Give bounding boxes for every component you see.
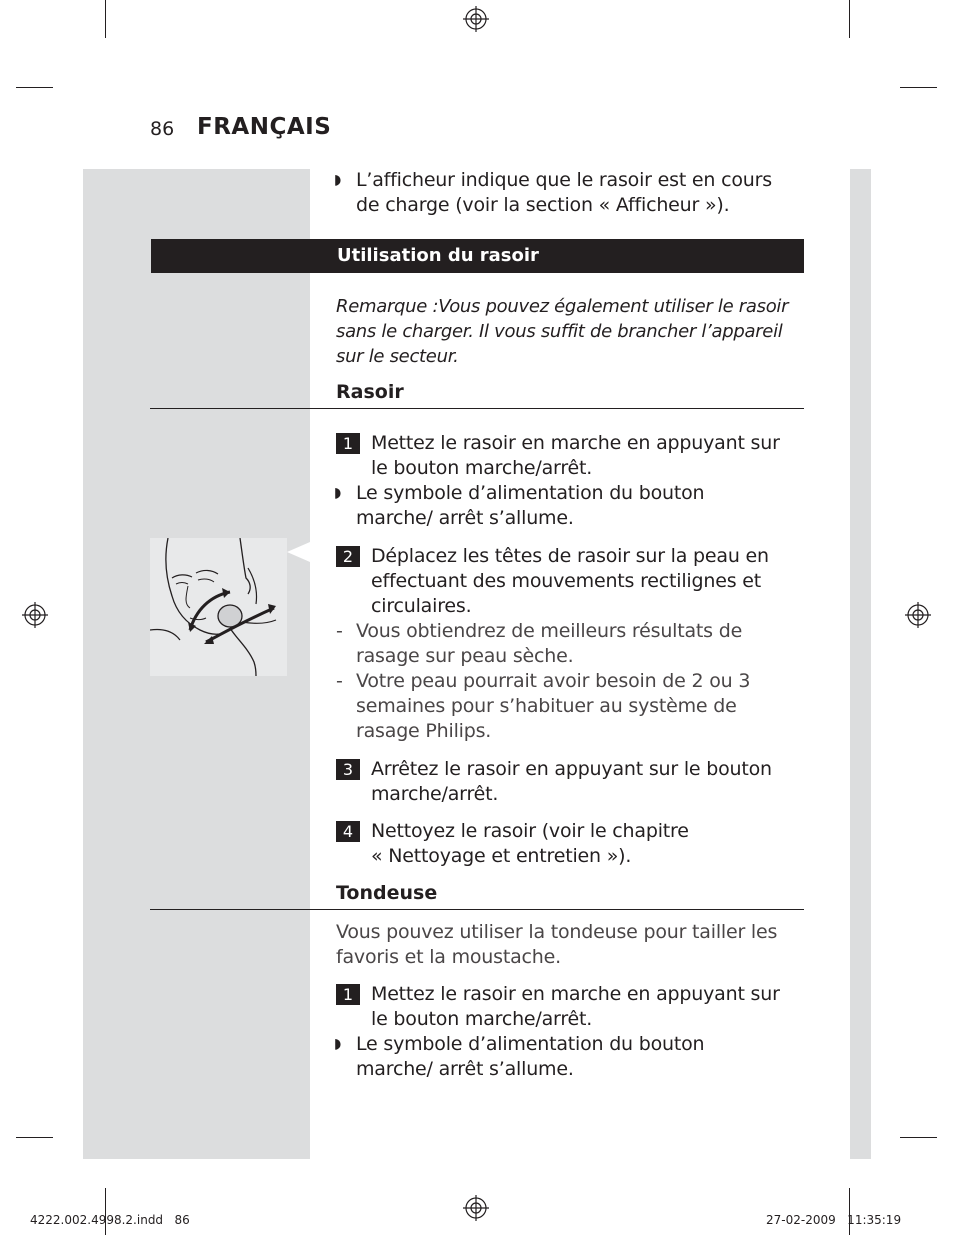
intro-bullet-text: L’afficheur indique que le rasoir est en cours de charge (voir la section « Afficheur »).: [356, 169, 772, 216]
footer-datetime: 27-02-2009 11:35:19: [766, 1213, 902, 1227]
bullet-icon: ◗: [334, 485, 342, 501]
crop-mark: [849, 1188, 850, 1235]
step-number: 3: [336, 759, 360, 780]
step-text: Arrêtez le rasoir en appuyant sur le bouton marche/arrêt.: [371, 758, 772, 805]
page-number: 86: [150, 118, 175, 140]
shaving-face-illustration: [150, 538, 287, 676]
step-number: 2: [336, 546, 360, 567]
dash-marker: -: [336, 620, 343, 642]
registration-mark-icon: [463, 6, 489, 32]
step-number: 1: [336, 984, 360, 1005]
tondeuse-rule: [150, 909, 804, 910]
registration-mark-icon: [463, 1195, 489, 1221]
tip-text: Votre peau pourrait avoir besoin de 2 ou 3 semaines pour s’habituer au système de rasage Philips.: [356, 670, 751, 742]
crop-mark: [16, 1137, 53, 1138]
bullet-text: Le symbole d’alimentation du bouton marche/ arrêt s’allume.: [356, 482, 705, 529]
note-text: Remarque :Vous pouvez également utiliser le rasoir sans le charger. Il vous suffit de brancher l’appareil sur le secteur.: [336, 296, 789, 367]
dash-marker: -: [336, 670, 343, 692]
bullet-icon: ◗: [334, 1036, 342, 1052]
crop-mark: [16, 87, 53, 88]
section-title: Utilisation du rasoir: [337, 245, 539, 266]
crop-mark: [900, 87, 937, 88]
step-text: Mettez le rasoir en marche en appuyant sur le bouton marche/arrêt.: [371, 983, 780, 1030]
language-title: FRANÇAIS: [197, 114, 332, 140]
rasoir-heading: Rasoir: [336, 381, 404, 403]
step-text: Mettez le rasoir en marche en appuyant sur le bouton marche/arrêt.: [371, 432, 780, 479]
crop-mark: [105, 1188, 106, 1235]
tondeuse-intro: Vous pouvez utiliser la tondeuse pour tailler les favoris et la moustache.: [336, 921, 778, 968]
registration-mark-icon: [905, 602, 931, 628]
step-number: 1: [336, 433, 360, 454]
step-text: Nettoyez le rasoir (voir le chapitre « Nettoyage et entretien »).: [371, 820, 689, 867]
pointer-arrow-icon: [287, 540, 313, 564]
registration-mark-icon: [22, 602, 48, 628]
bullet-icon: ◗: [334, 172, 342, 188]
crop-mark: [105, 0, 106, 38]
right-margin-panel: [850, 169, 871, 1159]
step-text: Déplacez les têtes de rasoir sur la peau en effectuant des mouvements rectilignes et circulaires.: [371, 545, 769, 617]
crop-mark: [900, 1137, 937, 1138]
section-title-bar: [151, 239, 804, 273]
tip-text: Vous obtiendrez de meilleurs résultats de rasage sur peau sèche.: [356, 620, 743, 667]
tondeuse-heading: Tondeuse: [336, 882, 438, 904]
footer-file: 4222.002.4998.2.indd 86: [30, 1213, 190, 1227]
crop-mark: [849, 0, 850, 38]
bullet-text: Le symbole d’alimentation du bouton marche/ arrêt s’allume.: [356, 1033, 705, 1080]
step-number: 4: [336, 821, 360, 842]
rasoir-rule: [150, 408, 804, 409]
